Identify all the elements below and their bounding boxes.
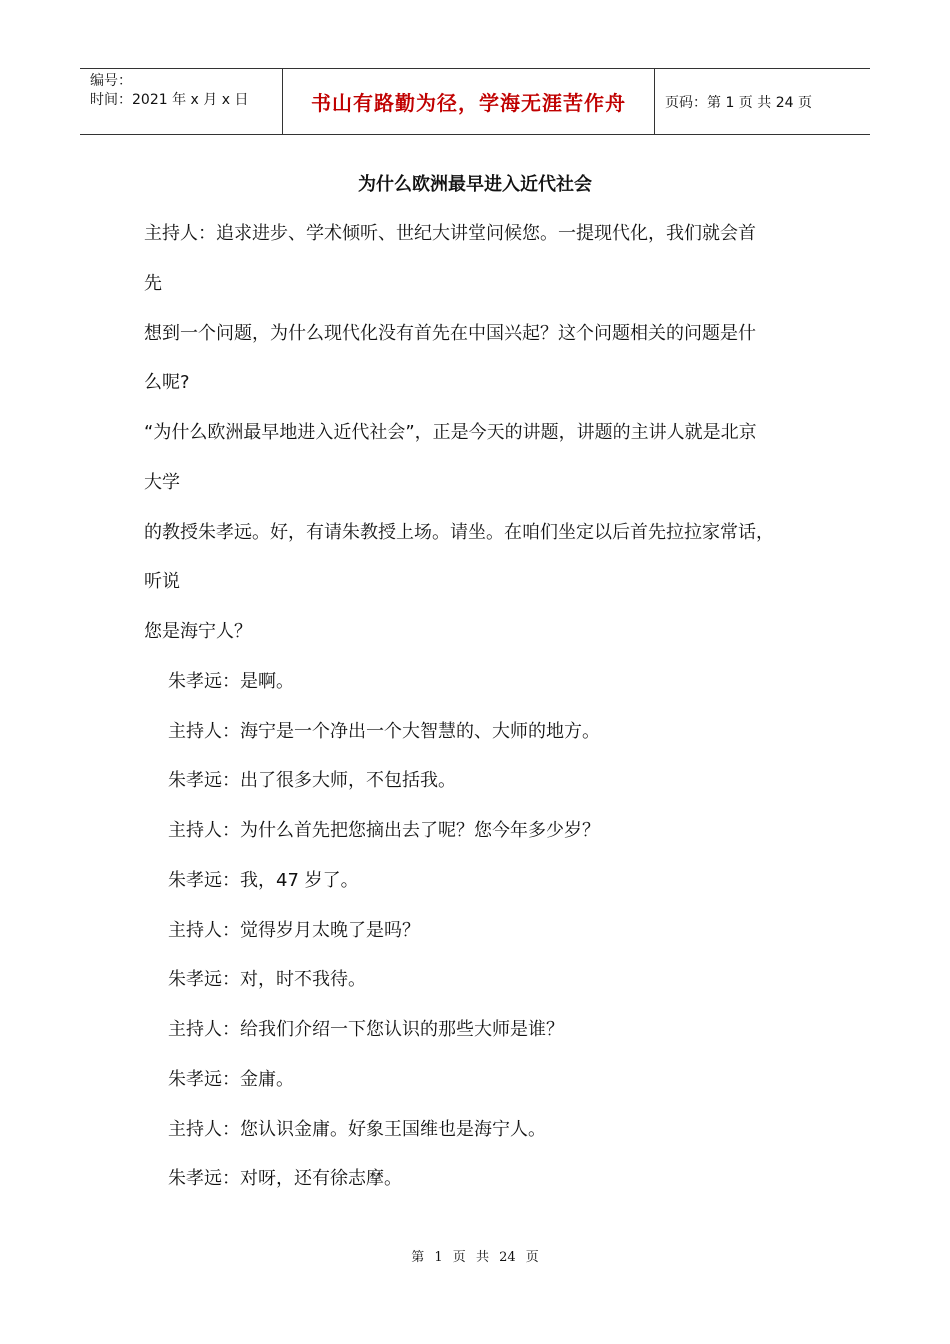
dialogue-line: 朱孝远：对呀，还有徐志摩。 bbox=[168, 1168, 402, 1189]
footer-first: 第 bbox=[411, 1250, 425, 1265]
page-header bbox=[80, 68, 870, 135]
footer-total-label: 共 bbox=[475, 1250, 489, 1265]
paragraph-line: 主持人：追求进步、学术倾听、世纪大讲堂问候您。一提现代化，我们就会首 bbox=[144, 223, 756, 244]
document-title: 为什么欧洲最早进入近代社会 bbox=[358, 174, 592, 195]
paragraph-line: 先 bbox=[144, 273, 162, 294]
footer-total-pages: 24 bbox=[499, 1250, 516, 1265]
header-meta bbox=[80, 69, 282, 134]
dialogue-line: 朱孝远：是啊。 bbox=[168, 671, 294, 692]
footer-page-number: 1 bbox=[434, 1250, 443, 1265]
paragraph-line: 听说 bbox=[144, 571, 180, 592]
dialogue-line: 主持人：觉得岁月太晚了是吗？ bbox=[168, 920, 420, 941]
paragraph-line: 想到一个问题，为什么现代化没有首先在中国兴起？这个问题相关的问题是什 bbox=[144, 323, 756, 344]
dialogue-line: 主持人：为什么首先把您摘出去了呢？您今年多少岁？ bbox=[168, 820, 600, 841]
doc-number-label: 编号： bbox=[90, 73, 132, 89]
paragraph-line: “为什么欧洲最早地进入近代社会”，正是今天的讲题，讲题的主讲人就是北京 bbox=[144, 422, 757, 443]
footer-page-unit: 页 bbox=[452, 1250, 466, 1265]
dialogue-line: 朱孝远：出了很多大师，不包括我。 bbox=[168, 770, 456, 791]
paragraph-line: 您是海宁人？ bbox=[144, 621, 252, 642]
dialogue-line: 朱孝远：金庸。 bbox=[168, 1069, 294, 1090]
paragraph-line: 大学 bbox=[144, 472, 180, 493]
paragraph-line: 的教授朱孝远。好，有请朱教授上场。请坐。在咱们坐定以后首先拉拉家常话， bbox=[144, 522, 774, 543]
header-page-info: 页码：第 1 页 共 24 页 bbox=[665, 94, 812, 111]
page-footer bbox=[0, 1246, 950, 1265]
dialogue-line: 朱孝远：对，时不我待。 bbox=[168, 969, 366, 990]
dialogue-line: 朱孝远：我，47 岁了。 bbox=[168, 870, 359, 891]
dialogue-line: 主持人：海宁是一个净出一个大智慧的、大师的地方。 bbox=[168, 721, 600, 742]
dialogue-line: 主持人：您认识金庸。好象王国维也是海宁人。 bbox=[168, 1119, 546, 1140]
footer-total-unit: 页 bbox=[525, 1250, 539, 1265]
dialogue-line: 主持人：给我们介绍一下您认识的那些大师是谁？ bbox=[168, 1019, 564, 1040]
doc-time-label: 时间：2021 年 x 月 x 日 bbox=[90, 92, 249, 108]
paragraph-line: 么呢? bbox=[144, 372, 190, 393]
header-motto: 书山有路勤为径，学海无涯苦作舟 bbox=[282, 69, 655, 134]
